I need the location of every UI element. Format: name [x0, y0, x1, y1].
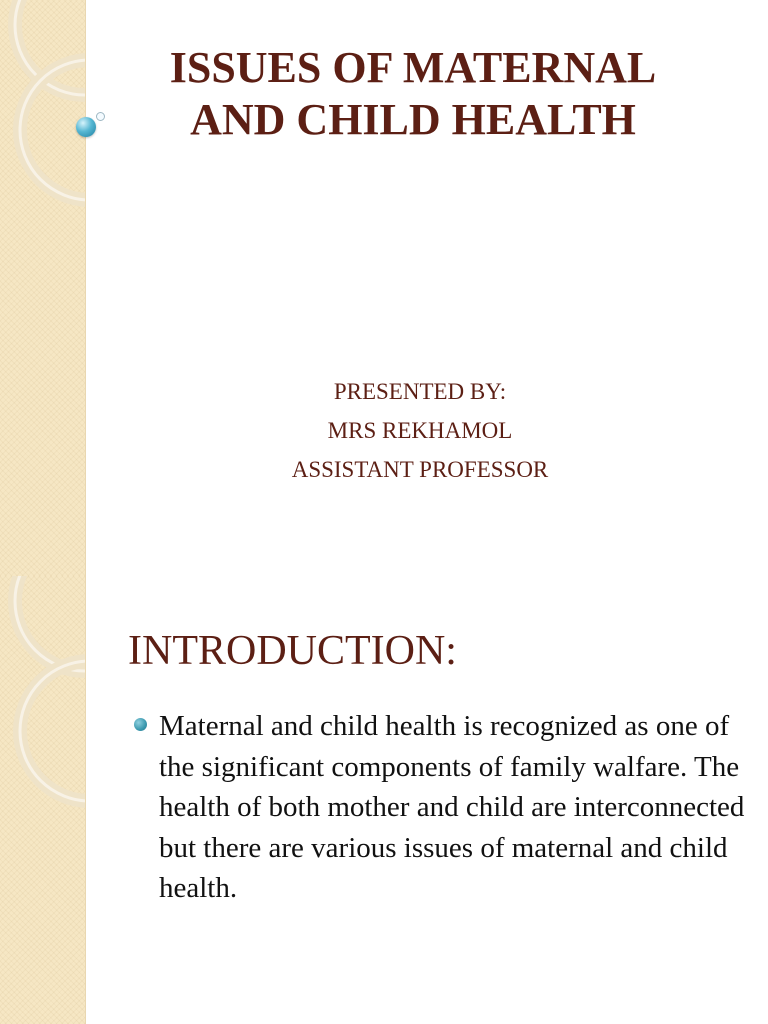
- decorative-rings: [0, 0, 85, 576]
- decorative-side-strip: [0, 0, 86, 576]
- bullet-item: [130, 706, 750, 909]
- round-bullet-icon: [134, 718, 147, 731]
- presenter-block: [150, 372, 690, 489]
- title-line-2: AND CHILD HEALTH: [190, 95, 636, 144]
- decorative-side-strip: [0, 576, 86, 1024]
- blue-orb-icon: [76, 117, 96, 137]
- presenter-name: MRS REKHAMOL: [327, 418, 513, 443]
- introduction-slide: [0, 576, 768, 1024]
- bullet-list: [130, 706, 750, 909]
- slide-title: [100, 42, 726, 146]
- slide-heading: INTRODUCTION:: [128, 628, 457, 674]
- decorative-rings: [0, 576, 85, 1024]
- presented-by-label: PRESENTED BY:: [333, 379, 507, 404]
- title-line-1: ISSUES OF MATERNAL: [169, 43, 657, 92]
- presenter-role: ASSISTANT PROFESSOR: [291, 457, 549, 482]
- bullet-text: Maternal and child health is recognized as one of the significant components of family walfare. The health of both mother and child are interconnected but there are various issues of maternal and child health.: [159, 710, 745, 904]
